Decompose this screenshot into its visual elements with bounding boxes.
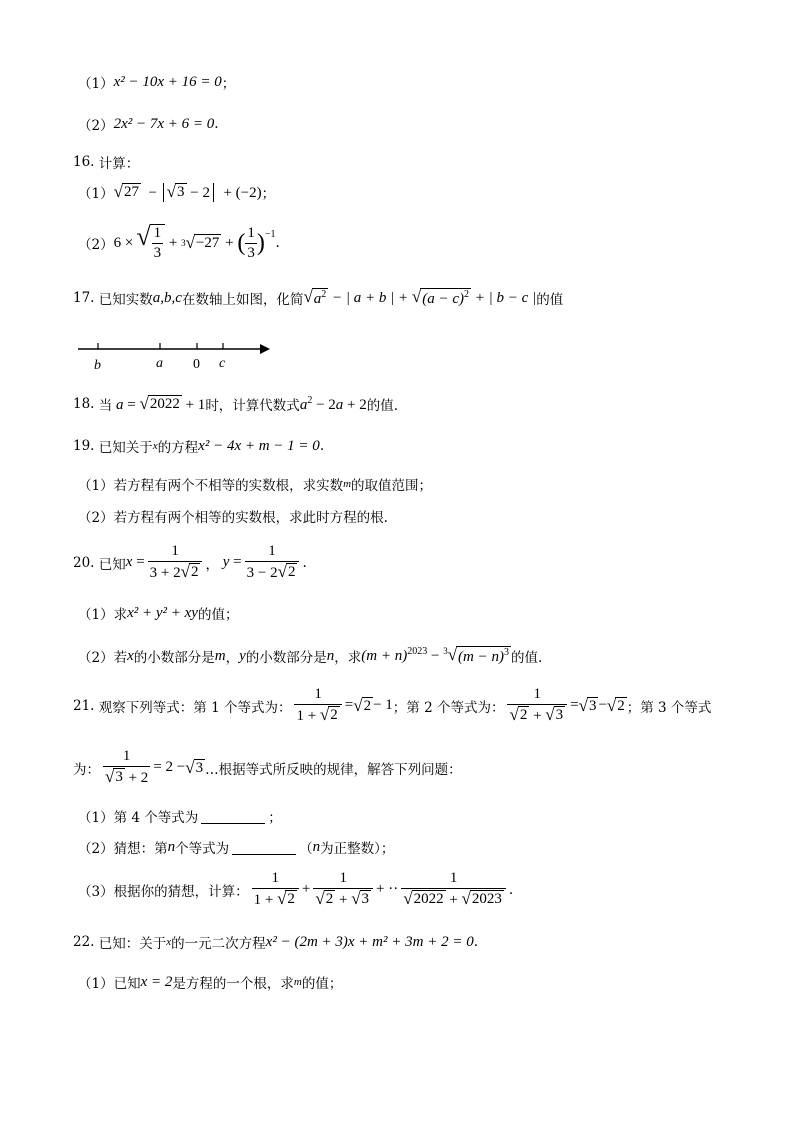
q16-part1-expression: √ 27 − √ 3 − 2 + (−2) xyxy=(113,181,262,201)
label-b: b xyxy=(94,358,101,373)
q21-equation1: 1 1 + √ 2 = √ 2 − 1 xyxy=(296,686,393,724)
q20-part1-expression: x² + y² + xy xyxy=(127,604,198,621)
q21-part2: （2） 猜想：第 n 个等式为 （ n 为正整数）； xyxy=(78,838,395,857)
q20-question: 20. 已知 x = 1 3 + 2 √ 2 ， y = 1 3 − 2 √ 2 . xyxy=(73,543,307,581)
q21-equation3: 1 √ 3 + 2 = 2 − √ 3 xyxy=(105,748,204,786)
q20-x-definition: x = 1 3 + 2 √ 2 xyxy=(126,543,206,582)
q19-question: 19. 已知关于 x 的方程 x² − 4x + m − 1 = 0 . xyxy=(73,437,325,456)
q22-equation: x² − (2m + 3)x + m² + 3m + 2 = 0 xyxy=(265,933,474,950)
label-c: c xyxy=(219,356,226,371)
q22-part1: （1） 已知 x = 2 是方程的一个根，求 m 的值； xyxy=(78,973,343,992)
q15-part2: （2） 2x² − 7x + 6 = 0 . xyxy=(78,115,219,134)
q21-question-line2: 为： 1 √ 3 + 2 = 2 − √ 3 …根据等式所反映的规律，解答下列问题： xyxy=(73,748,462,786)
q18-condition: a = √ 2022 + 1 xyxy=(112,393,206,413)
q17-expression: √ $a^2$ − | a + b | + √ $(a - c)^2$ + | b − c | xyxy=(303,287,537,307)
q22-question: 22. 已知：关于 x 的一元二次方程 x² − (2m + 3)x + m² + 3m + 2 = 0 . xyxy=(73,933,478,952)
q20-part2-expression: $(m + n)^{2023} - ^3$ √ $(m - n)^3$ xyxy=(361,645,509,665)
label-0: 0 xyxy=(193,357,200,372)
q15-part2-equation: 2x² − 7x + 6 = 0 xyxy=(113,115,215,132)
q21-question-line1: 21. 观察下列等式：第 1 个等式为： 1 1 + √ 2 = √ 2 − 1 ；第 2 个等式为： 1 √ 2 + √ 3 = √ 3 − √ 2 ；第 3 个等式 xyxy=(73,686,712,724)
q21-equation2: 1 √ 2 + √ 3 = √ 3 − √ 2 xyxy=(509,686,625,724)
q15-part1-equation: x² − 10x + 16 = 0 xyxy=(113,73,222,90)
q16-part1: （1） √ 27 − √ 3 − 2 + (−2) ； xyxy=(78,181,276,202)
q21-part3: （3） 根据你的猜想，计算： 1 1 + √ 2 + 1 √ 2 + √ 3 + ·· 1 √ 2022 + √ 2023 . xyxy=(78,870,514,908)
q19-equation: x² − 4x + m − 1 = 0 xyxy=(198,437,320,454)
number-line-arrow xyxy=(260,344,270,354)
q17-question: 17. 已知实数 a,b,c 在数轴上如图，化简 √ $a^2$ − | a + b | + √ $(a - c)^2$ + | b − c | 的值 xyxy=(73,287,564,308)
q20-y-definition: y = 1 3 − 2 √ 2 xyxy=(219,543,302,582)
q19-part1: （1） 若方程有两个不相等的实数根，求实数 m 的取值范围； xyxy=(78,478,433,494)
number-line-diagram xyxy=(76,338,276,374)
q20-part2: （2） 若 x 的小数部分是 m ， y 的小数部分是 n ，求 $(m + n)^{2023} - ^3$ √ $(m - n)^3$ 的值. xyxy=(78,645,543,666)
q18-expression: $a^2 - 2a + 2$ xyxy=(299,394,367,413)
q18-question: 18. 当 a = √ 2022 + 1 时，计算代数式 $a^2 - 2a + 2$ 的值. xyxy=(73,393,399,414)
q16-part2-expression: 6 × √ $\frac{1}{3}$ + 3 √ −27 + ( $\frac{1}{3}$ ) −1 xyxy=(113,222,276,261)
label-a: a xyxy=(156,356,163,371)
q21-part1: （1） 第 4 个等式为 ； xyxy=(78,810,282,826)
q21-part3-sum: 1 1 + √ 2 + 1 √ 2 + √ 3 + ·· 1 √ 2022 + √ 2023 xyxy=(249,870,509,909)
q20-part1: （1） 求 x² + y² + xy 的值； xyxy=(78,604,239,623)
q15-part1: （1） x² − 10x + 16 = 0 ； xyxy=(78,73,236,92)
q16-heading: 16. 计算： xyxy=(73,154,140,172)
answer-blank[interactable] xyxy=(232,840,296,855)
answer-blank[interactable] xyxy=(201,809,265,824)
q19-part2: （2） 若方程有两个相等的实数根，求此时方程的根. xyxy=(78,510,388,526)
q16-part2: （2） 6 × √ $\frac{1}{3}$ + 3 √ −27 + ( $\frac{1}{3}$ ) −1 . xyxy=(78,222,280,261)
